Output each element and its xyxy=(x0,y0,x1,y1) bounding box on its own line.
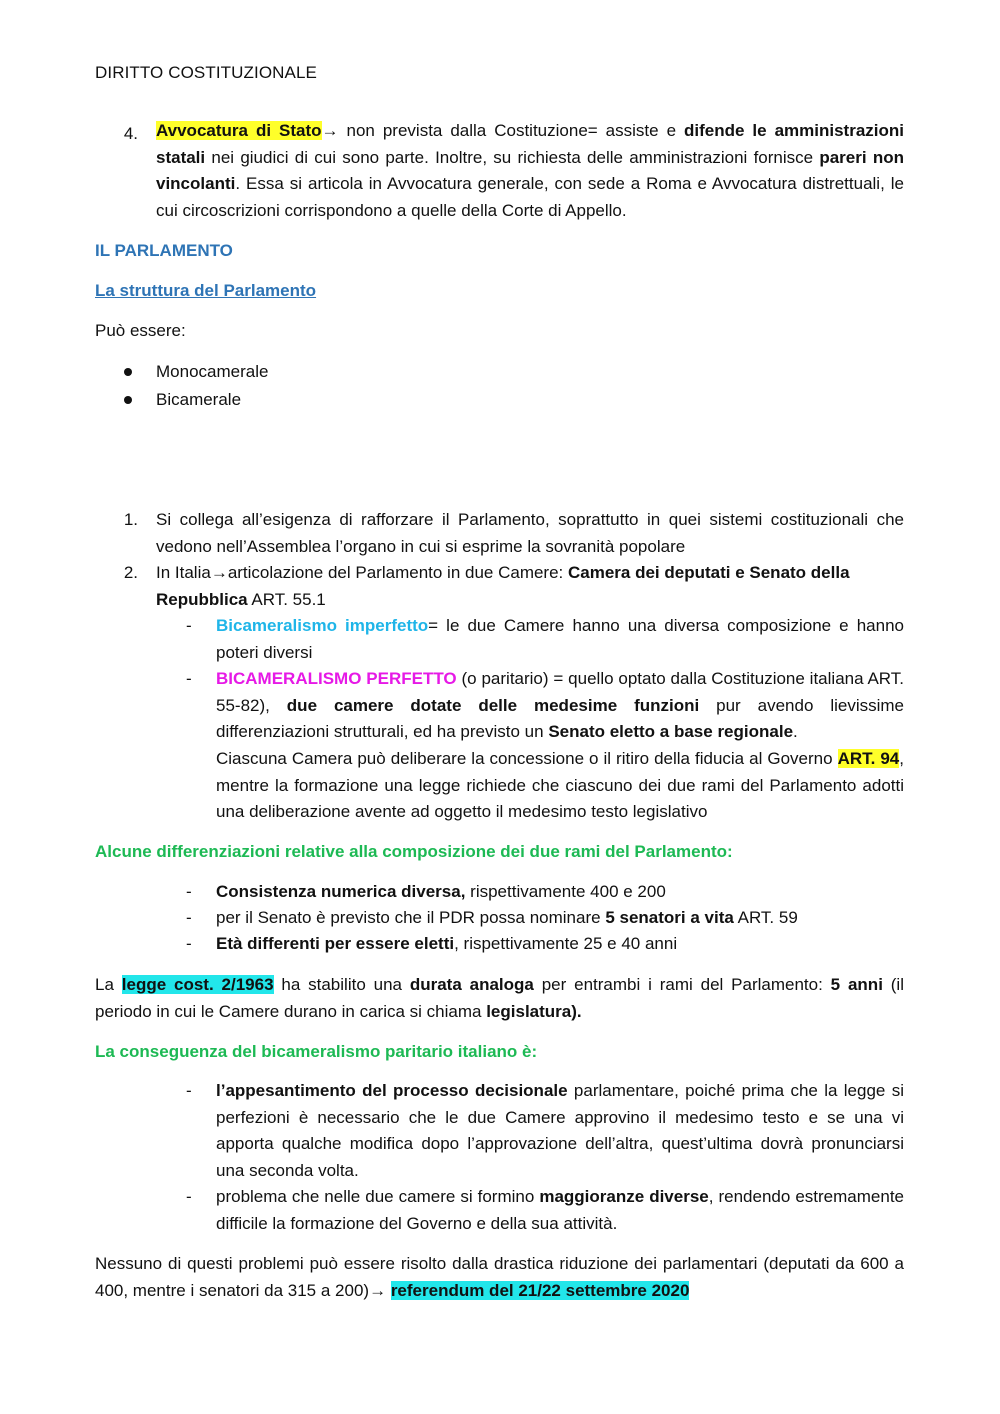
dash-marker: - xyxy=(186,882,192,901)
perfetto-text-2: pur avendo lievissime differenziazioni strutturali, ed ha previsto un xyxy=(216,695,904,741)
dash-marker: - xyxy=(186,934,192,953)
legge-bold-2: 5 anni xyxy=(830,975,883,994)
dash-marker: - xyxy=(186,669,192,688)
arrow-icon: → xyxy=(210,563,228,582)
perfetto-p2-text-b: , mentre la formazione una legge richiede che ciascuno dei due rami del Parlamento adotti una deliberazione avente ad oggetto il medesimo testo legislativo xyxy=(216,749,904,821)
avvocatura-title: Avvocatura di Stato xyxy=(156,121,322,140)
list-item-1: Si collega all’esigenza di rafforzare il Parlamento, soprattutto in quei sistemi costituzionali che vedono nell’Assemblea l’organo in cui si esprime la sovranità popolare xyxy=(156,510,904,556)
diff1-text: rispettivamente 400 e 200 xyxy=(465,882,666,901)
legge-paragraph xyxy=(95,972,904,1025)
perfetto-text-3: . xyxy=(793,722,798,741)
intro-text: Può essere: xyxy=(95,321,186,340)
final-text: Nessuno di questi problemi può essere risolto dalla drastica riduzione dei parlamentari (deputati da 600 a 400, mentre i senatori da 315 a 200) xyxy=(95,1254,904,1300)
perfetto-bold-2: Senato eletto a base regionale xyxy=(548,722,794,741)
list-item-2 xyxy=(156,560,904,613)
final-paragraph xyxy=(95,1251,904,1304)
legge-text-4: (il periodo in cui le Camere durano in carica si chiama xyxy=(95,975,904,1021)
imperfetto-text: = le due Camere hanno una diversa composizione e hanno poteri diversi xyxy=(216,616,904,662)
referendum-highlight: referendum del 21/22 settembre 2020 xyxy=(390,1280,690,1300)
cons1-bold: l’appesantimento del processo decisionale xyxy=(216,1081,568,1100)
dash-marker: - xyxy=(186,616,192,635)
diff3-text: , rispettivamente 25 e 40 anni xyxy=(454,934,678,953)
cons2-text-2: , rendendo estremamente difficile la formazione del Governo e della sua attività. xyxy=(216,1187,905,1233)
arrow-icon: → xyxy=(321,121,339,140)
list-number-2: 2. xyxy=(123,563,138,582)
perfetto-term: BICAMERALISMO PERFETTO xyxy=(216,669,457,688)
sub-item-imperfetto xyxy=(216,613,904,666)
legge-text-1: La xyxy=(95,975,122,994)
perfetto-text-1: (o paritario) = quello optato dalla Costituzione italiana ART. 55-82), xyxy=(216,669,904,715)
item4-bold-1: difende le amministrazioni statali xyxy=(156,121,904,167)
sub-item-perfetto xyxy=(216,666,904,746)
list-number-1: 1. xyxy=(123,510,138,529)
dash-marker: - xyxy=(186,908,192,927)
cons2-text-1: problema che nelle due camere si formino xyxy=(216,1187,540,1206)
diff-item-3 xyxy=(216,931,677,958)
bullet-item: Bicamerale xyxy=(156,390,242,409)
perfetto-bold-1: due camere dotate delle medesime funzioni xyxy=(286,695,700,715)
list-number-4: 4. xyxy=(123,124,138,143)
dash-marker: - xyxy=(186,1187,192,1206)
cons-item-1 xyxy=(216,1078,904,1184)
list2-text-b: articolazione del Parlamento in due Camere: xyxy=(227,563,568,582)
bullet-dot xyxy=(124,396,132,404)
diff-item-1 xyxy=(216,879,666,906)
bullet-dot xyxy=(124,368,132,376)
list2-text-a: In Italia xyxy=(156,563,211,582)
diff2-text: per il Senato è previsto che il PDR possa nominare xyxy=(216,908,606,927)
legge-text-3: per entrambi i rami del Parlamento: xyxy=(533,975,831,994)
legge-text-2: ha stabilito una xyxy=(273,975,410,994)
diff2-text-2: ART. 59 xyxy=(733,908,798,927)
imperfetto-term: Bicameralismo imperfetto xyxy=(216,616,429,635)
conseguenza-title: La conseguenza del bicameralismo paritario italiano è: xyxy=(95,1042,538,1061)
bullet-item: Monocamerale xyxy=(156,362,269,381)
differenziazioni-title: Alcune differenziazioni relative alla composizione dei due rami del Parlamento: xyxy=(95,842,733,861)
diff3-bold: Età differenti per essere eletti xyxy=(216,934,455,953)
diff2-bold: 5 senatori a vita xyxy=(605,908,734,927)
art-94-highlight: ART. 94 xyxy=(837,749,900,768)
legge-bold-1: durata analoga xyxy=(409,975,534,994)
item4-bold-2: pareri non vincolanti xyxy=(156,147,904,193)
list2-bold: Camera dei deputati e Senato della Repubblica xyxy=(156,563,850,609)
cons2-bold: maggioranze diverse xyxy=(539,1187,709,1206)
subsection-title: La struttura del Parlamento xyxy=(95,281,317,300)
perfetto-p2-text-a: Ciascuna Camera può deliberare la concessione o il ritiro della fiducia al Governo xyxy=(216,749,838,768)
section-title: IL PARLAMENTO xyxy=(95,241,233,260)
arrow-icon: → xyxy=(369,1280,387,1300)
diff1-bold: Consistenza numerica diversa, xyxy=(216,882,466,901)
item4-text-2: nei giudici di cui sono parte. Inoltre, su richiesta delle amministrazioni fornisce xyxy=(205,147,820,167)
legge-highlight: legge cost. 2/1963 xyxy=(121,975,274,994)
cons1-text: parlamentare, poiché prima che la legge si perfezioni è necessario che le due Camere approvino il medesimo testo e se una vi apporta qualche modifica dopo l’approvazione dell’altra, quest’ultima dovrà pronunciarsi una seconda volta. xyxy=(216,1081,904,1180)
item4-text-1: non prevista dalla Costituzione= assiste e xyxy=(338,121,684,140)
item4-text-3: . Essa si articola in Avvocatura generale, con sede a Roma e Avvocatura distrettuali, le cui circoscrizioni corrispondono a quelle della Corte di Appello. xyxy=(156,174,904,220)
page-header: DIRITTO COSTITUZIONALE xyxy=(95,63,317,82)
dash-marker: - xyxy=(186,1081,192,1100)
cons-item-2 xyxy=(216,1184,904,1237)
diff-item-2 xyxy=(216,905,798,932)
legge-bold-3: legislatura). xyxy=(486,1001,582,1021)
list2-text-c: ART. 55.1 xyxy=(247,589,326,609)
item4-paragraph xyxy=(156,118,904,224)
sub-item-perfetto-paragraph-2 xyxy=(216,746,904,826)
